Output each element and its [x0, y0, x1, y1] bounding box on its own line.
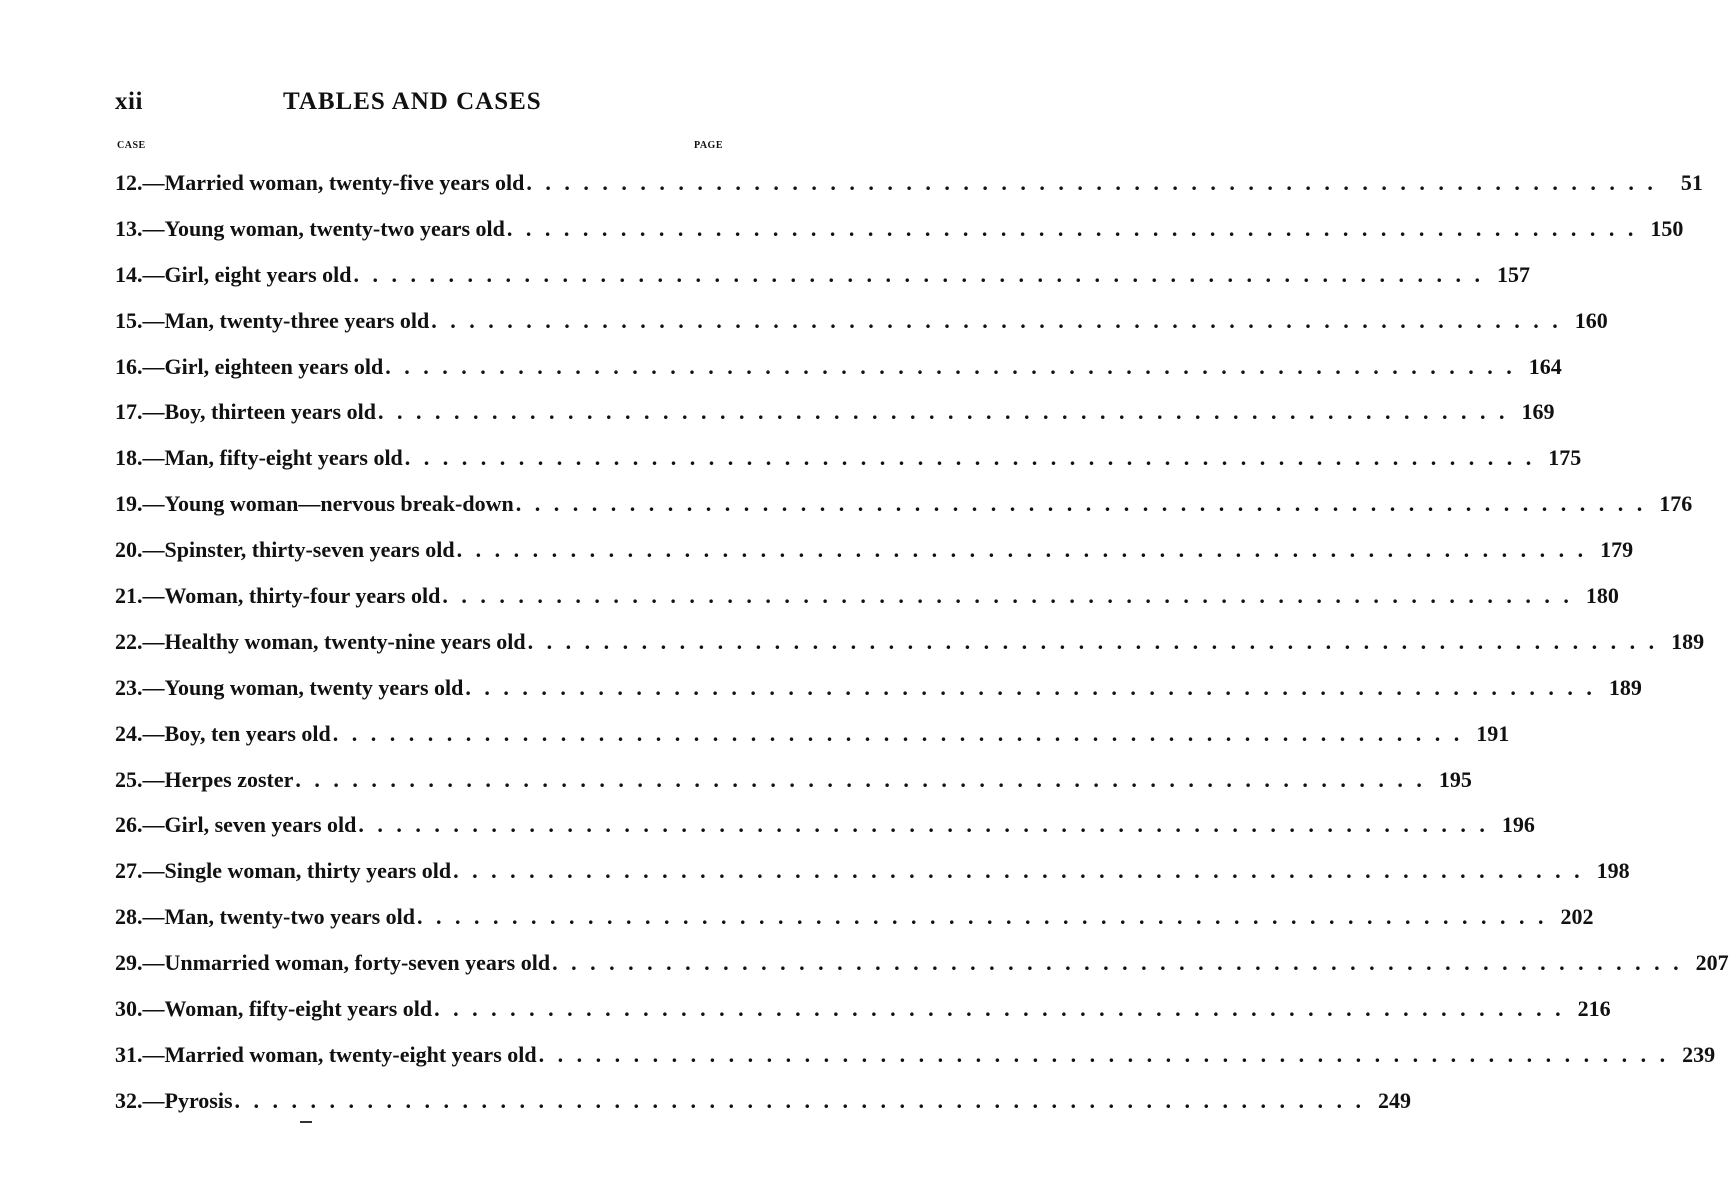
dot-leader: . . . . . . . . . . . . . . . . . . . . . . . . . . . . . . . . . . . . . . . . . . . . . . . . . . . . . . . . . . . . — [552, 950, 1683, 976]
dot-leader: . . . . . . . . . . . . . . . . . . . . . . . . . . . . . . . . . . . . . . . . . . . . . . . . . . . . . . . . . . . . — [527, 628, 1659, 654]
dot-leader: . . . . . . . . . . . . . . . . . . . . . . . . . . . . . . . . . . . . . . . . . . . . . . . . . . . . . . . . . . . . — [506, 215, 1638, 241]
case-entry — [115, 252, 1530, 298]
case-entry-text: 31.—Married woman, twenty-eight years old — [115, 1041, 537, 1067]
case-entry-text: 12.—Married woman, twenty-five years old — [115, 169, 525, 195]
case-entry — [115, 619, 1705, 665]
case-entry-text: 32.—Pyrosis — [115, 1087, 233, 1113]
case-entry-text: 20.—Spinster, thirty-seven years old — [115, 537, 455, 563]
case-entry-page: 175 — [1548, 445, 1582, 471]
case-entry-text: 19.—Young woman—nervous break-down — [115, 491, 514, 517]
case-entry-text: 29.—Unmarried woman, forty-seven years old — [115, 950, 551, 976]
case-entry-text: 14.—Girl, eight years old — [115, 261, 352, 287]
case-entry-text: 16.—Girl, eighteen years old — [115, 353, 384, 379]
case-entry-text: 18.—Man, fifty-eight years old — [115, 445, 403, 471]
case-entry-page: 207 — [1695, 950, 1729, 976]
case-entry-text: 13.—Young woman, twenty-two years old — [115, 215, 505, 241]
case-entry — [115, 435, 1582, 481]
case-entry-page: 195 — [1438, 766, 1472, 792]
case-entry — [115, 573, 1619, 619]
case-entry-page: 150 — [1650, 215, 1684, 241]
case-entry-text: 21.—Woman, thirty-four years old — [115, 582, 441, 608]
dot-leader: . . . . . . . . . . . . . . . . . . . . . . . . . . . . . . . . . . . . . . . . . . . . . . . . . . . . . . . . . . . . — [404, 445, 1536, 471]
dot-leader: . . . . . . . . . . . . . . . . . . . . . . . . . . . . . . . . . . . . . . . . . . . . . . . . . . . . . . . . . . . . — [234, 1087, 1366, 1113]
case-entry — [115, 940, 1729, 986]
case-entry-page: 180 — [1585, 582, 1619, 608]
case-entry-page: 51 — [1680, 169, 1703, 195]
dot-leader: . . . . . . . . . . . . . . . . . . . . . . . . . . . . . . . . . . . . . . . . . . . . . . . . . . . . . . . . . . . . — [377, 399, 1509, 425]
case-entry-page: 216 — [1577, 995, 1611, 1021]
case-entry — [115, 481, 1693, 527]
case-list — [115, 160, 1729, 1124]
case-column-label: CASE — [117, 140, 146, 151]
case-entry — [115, 711, 1510, 757]
case-entry — [115, 1032, 1716, 1078]
case-entry — [115, 206, 1684, 252]
case-entry — [115, 986, 1611, 1032]
case-entry-text: 27.—Single woman, thirty years old — [115, 858, 452, 884]
page-title: TABLES AND CASES — [283, 88, 542, 115]
dot-leader: . . . . . . . . . . . . . . . . . . . . . . . . . . . . . . . . . . . . . . . . . . . . . . . . . . . . . . . . . . . . — [385, 353, 1516, 379]
case-entry — [115, 389, 1555, 435]
dot-leader: . . . . . . . . . . . . . . . . . . . . . . . . . . . . . . . . . . . . . . . . . . . . . . . . . . . . . . . . . . . . — [353, 261, 1484, 287]
case-entry — [115, 527, 1634, 573]
dot-leader: . . . . . . . . . . . . . . . . . . . . . . . . . . . . . . . . . . . . . . . . . . . . . . . . . . . . . . . . . . . . — [538, 1041, 1670, 1067]
case-entry-page: 191 — [1476, 720, 1510, 746]
case-entry-page: 164 — [1528, 353, 1562, 379]
case-entry-text: 25.—Herpes zoster — [115, 766, 294, 792]
case-entry — [115, 665, 1642, 711]
column-headings — [115, 140, 723, 156]
dot-leader: . . . . . . . . . . . . . . . . . . . . . . . . . . . . . . . . . . . . . . . . . . . . . . . . . . . . . . . . . . . . — [526, 169, 1657, 195]
case-entry-page: 239 — [1682, 1041, 1716, 1067]
case-entry-page: 169 — [1521, 399, 1555, 425]
case-entry-page: 189 — [1608, 674, 1642, 700]
dot-leader: . . . . . . . . . . . . . . . . . . . . . . . . . . . . . . . . . . . . . . . . . . . . . . . . . . . . . . . . . . . . — [442, 582, 1573, 608]
case-entry — [115, 298, 1608, 344]
case-entry-page: 202 — [1560, 904, 1594, 930]
dot-leader: . . . . . . . . . . . . . . . . . . . . . . . . . . . . . . . . . . . . . . . . . . . . . . . . . . . . . . . . . . . . — [332, 720, 1464, 746]
case-entry — [115, 344, 1562, 390]
dot-leader: . . . . . . . . . . . . . . . . . . . . . . . . . . . . . . . . . . . . . . . . . . . . . . . . . . . . . . . . . . . . — [456, 537, 1588, 563]
dot-leader: . . . . . . . . . . . . . . . . . . . . . . . . . . . . . . . . . . . . . . . . . . . . . . . . . . . . . . . . . . . . — [434, 995, 1565, 1021]
case-entry-text: 23.—Young woman, twenty years old — [115, 674, 464, 700]
case-entry-page: 189 — [1671, 628, 1705, 654]
dot-leader: . . . . . . . . . . . . . . . . . . . . . . . . . . . . . . . . . . . . . . . . . . . . . . . . . . . . . . . . . . . . — [515, 491, 1647, 517]
case-entry — [115, 802, 1535, 848]
dot-leader: . . . . . . . . . . . . . . . . . . . . . . . . . . . . . . . . . . . . . . . . . . . . . . . . . . . . . . . . . . . . — [453, 858, 1584, 884]
dot-leader: . . . . . . . . . . . . . . . . . . . . . . . . . . . . . . . . . . . . . . . . . . . . . . . . . . . . . . . . . . . . — [465, 674, 1596, 700]
page-column-label: PAGE — [693, 140, 723, 151]
case-entry — [115, 848, 1630, 894]
running-head — [115, 88, 725, 122]
case-entry-page: 196 — [1501, 812, 1535, 838]
page-number: xii — [115, 88, 143, 115]
dot-leader: . . . . . . . . . . . . . . . . . . . . . . . . . . . . . . . . . . . . . . . . . . . . . . . . . . . . . . . . . . . . — [431, 307, 1562, 333]
case-entry — [115, 757, 1472, 803]
case-entry-page: 249 — [1378, 1087, 1412, 1113]
dot-leader: . . . . . . . . . . . . . . . . . . . . . . . . . . . . . . . . . . . . . . . . . . . . . . . . . . . . . . . . . . . . — [417, 904, 1548, 930]
case-entry — [115, 1078, 1412, 1124]
case-entry-page: 179 — [1600, 537, 1634, 563]
case-entry-text: 15.—Man, twenty-three years old — [115, 307, 430, 333]
dot-leader: . . . . . . . . . . . . . . . . . . . . . . . . . . . . . . . . . . . . . . . . . . . . . . . . . . . . . . . . . . . . — [295, 766, 1426, 792]
case-entry-text: 22.—Healthy woman, twenty-nine years old — [115, 628, 526, 654]
case-entry-page: 176 — [1659, 491, 1693, 517]
case-entry-text: 24.—Boy, ten years old — [115, 720, 331, 746]
case-entry-text: 28.—Man, twenty-two years old — [115, 904, 416, 930]
print-mark — [300, 1121, 312, 1123]
case-entry-text: 17.—Boy, thirteen years old — [115, 399, 376, 425]
case-entry-page: 160 — [1574, 307, 1608, 333]
case-entry — [115, 894, 1594, 940]
dot-leader: . . . . . . . . . . . . . . . . . . . . . . . . . . . . . . . . . . . . . . . . . . . . . . . . . . . . . . . . . . . . — [358, 812, 1489, 838]
case-entry-page: 157 — [1496, 261, 1530, 287]
case-entry — [115, 160, 1703, 206]
case-entry-page: 198 — [1596, 858, 1630, 884]
case-entry-text: 30.—Woman, fifty-eight years old — [115, 995, 433, 1021]
case-entry-text: 26.—Girl, seven years old — [115, 812, 357, 838]
